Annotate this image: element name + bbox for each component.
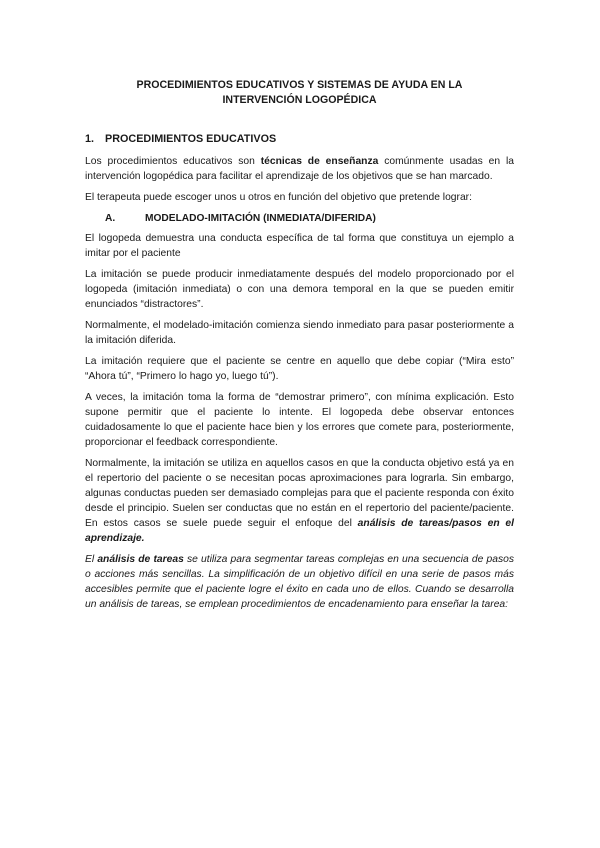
paragraph-imitation-progression: Normalmente, el modelado-imitación comienza siendo inmediato para pasar posteriormente a la imitación diferida. [85, 320, 514, 346]
subsection-heading-a [85, 211, 514, 226]
paragraph-imitation-timing: La imitación se puede producir inmediatamente después del modelo proporcionado por el logopeda (imitación inmediata) o con una demora temporal en la que se pueden emitir enunciados “distractores”. [85, 269, 514, 310]
subsection-letter: A. [105, 213, 116, 224]
section-title: PROCEDIMIENTOS EDUCATIVOS [105, 133, 277, 145]
bold-term: técnicas de enseñanza [260, 156, 379, 167]
paragraph-imitation-focus: La imitación requiere que el paciente se centre en aquello que debe copiar (“Mira esto” “Ahora tú”, “Primero lo hago yo, luego tú”). [85, 356, 514, 382]
paragraph-intro [85, 154, 514, 184]
bold-term: análisis de tareas [97, 554, 184, 565]
text-run: comúnmente usadas en la intervención logopédica para facilitar el aprendizaje de los objetivos que se han marcado. [85, 156, 515, 182]
paragraph-task-analysis [85, 552, 514, 612]
document-title: PROCEDIMIENTOS EDUCATIVOS Y SISTEMAS DE AYUDA EN LA INTERVENCIÓN LOGOPÉDICA [136, 79, 463, 106]
section-number: 1. [85, 133, 95, 145]
paragraph-imitation-usage [85, 456, 514, 546]
text-run: Normalmente, la imitación se utiliza en aquellos casos en que la conducta objetivo está ya en el repertorio del paciente o se necesitan pocas aproximaciones para lograrla. Sin embargo, algunas conductas pueden ser demasiado complejas para que el paciente responda con éxito desde el principio. Suelen ser conductas que no están en el repertorio del paciente/paciente. En estos casos se suele puede seguir el enfoque del [85, 458, 514, 529]
text-run: se utiliza para segmentar tareas complejas en una secuencia de pasos o acciones más sencillas. La simplificación de un objetivo difícil en una serie de pasos más accesibles permite que el paciente logre el éxito en cada uno de ellos. Cuando se desarrolla un análisis de tareas, se emplean procedimientos de encadenamiento para enseñar la tarea: [85, 554, 514, 610]
text-run: Los procedimientos educativos son [85, 156, 261, 167]
bold-italic-term: análisis de tareas/pasos en el aprendizaje. [85, 518, 514, 544]
paragraph-modeling: El logopeda demuestra una conducta específica de tal forma que constituya un ejemplo a imitar por el paciente [85, 233, 514, 259]
text-run: El [85, 554, 98, 565]
section-heading-1 [85, 132, 514, 147]
subsection-title: MODELADO-IMITACIÓN (INMEDIATA/DIFERIDA) [145, 213, 376, 224]
paragraph-demonstrate-first: A veces, la imitación toma la forma de “demostrar primero”, con mínima explicación. Esto supone permitir que el paciente lo intente. El logopeda debe observar entonces cuidadosamente lo que el paciente hace bien y los errores que comete para, posteriormente, proporcionar el feedback correspondiente. [85, 392, 514, 448]
paragraph-choice: El terapeuta puede escoger unos u otros en función del objetivo que pretende lograr: [85, 192, 472, 203]
document-content [85, 78, 514, 618]
